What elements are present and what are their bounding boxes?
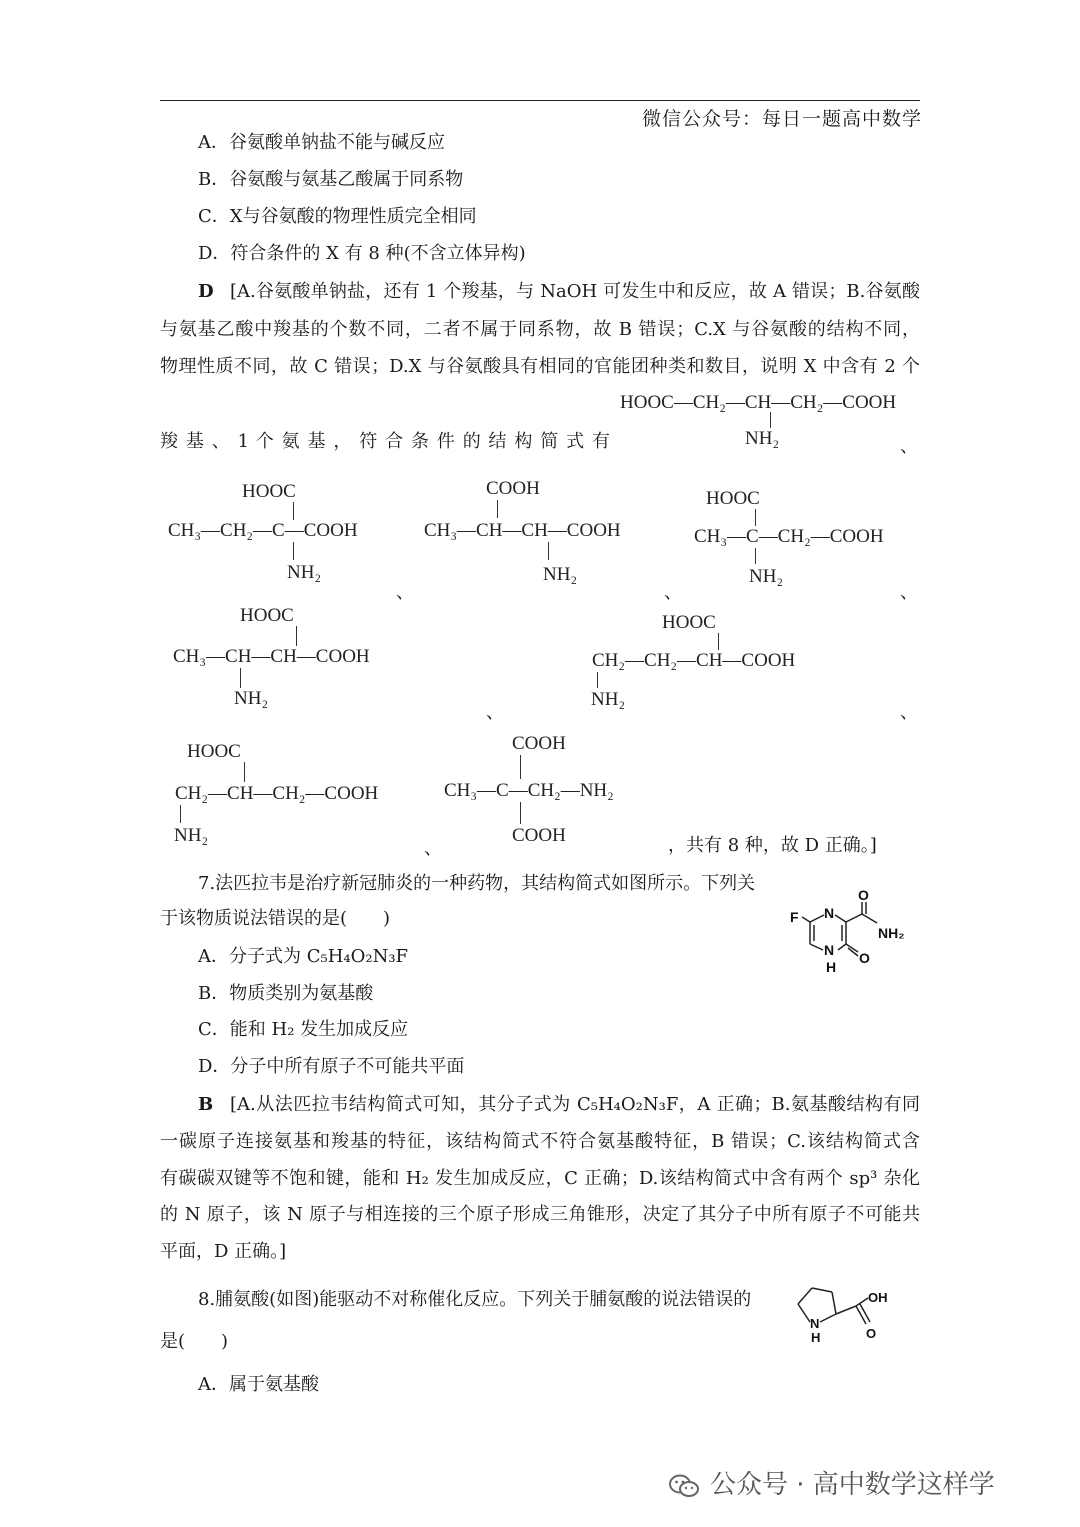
q7-answer-line-2: 一碳原子连接氨基和羧基的特征，该结构简式不符合氨基酸特征，B 错误；C.该结构简式含 (160, 1131, 920, 1152)
struct-2-bond-up (497, 500, 498, 518)
struct-5-bond-up (718, 633, 719, 650)
struct-4-top: HOOC (240, 605, 294, 626)
atom-n1: N (824, 905, 835, 921)
ring-bond (812, 1288, 832, 1292)
ring-bond (798, 1304, 810, 1322)
struct-4-bond-up (296, 626, 297, 646)
q7-answer-line-5: 平面，D 正确。] (160, 1241, 287, 1262)
watermark-text: 公众号 · 高中数学这样学 (710, 1470, 995, 1500)
struct-6-nh2: NH₂ (174, 825, 209, 846)
atom-h: H (811, 1330, 821, 1345)
struct-2-bond-down (548, 542, 549, 560)
q7-option-b: B．物质类别为氨基酸 (198, 983, 374, 1004)
struct-6-bond-down (180, 805, 181, 823)
atom-nh2: NH₂ (878, 925, 905, 941)
q7-answer-line-3: 有碳碳双键等不饱和键，能和 H₂ 发生加成反应，C 正确；D.该结构简式中含有两个 sp³ 杂化 (160, 1168, 920, 1189)
atom-o2: O (859, 950, 870, 966)
q7-answer-line-1: [A.从法匹拉韦结构简式可知，其分子式为 C₅H₄O₂N₃F，A 正确；B.氨基酸结构有同 (230, 1094, 920, 1115)
struct-0-main: HOOC—CH₂—CH—CH₂—COOH (620, 392, 897, 413)
header-rule (160, 100, 920, 101)
struct-7-top: COOH (512, 733, 566, 754)
carbonyl-bond (856, 1306, 866, 1324)
separator: 、 (486, 702, 504, 723)
separator: 、 (424, 838, 442, 859)
carboxyl-bond (836, 1306, 856, 1314)
struct-1-bond-up (293, 502, 294, 520)
atom-n2: N (824, 942, 835, 958)
q6-answer-line-3: 物理性质不同，故 C 错误；D.X 与谷氨酸具有相同的官能团种类和数目，说明 X 中含有 2 个 (160, 356, 920, 377)
atom-oh: OH (868, 1290, 888, 1305)
q6-option-b: B．谷氨酸与氨基乙酸属于同系物 (198, 169, 464, 190)
q7-stem-line-2: 于该物质说法错误的是( ) (160, 908, 391, 929)
ring-bond (820, 1314, 836, 1322)
ring-bond (832, 1292, 836, 1314)
struct-7-main: CH₃—C—CH₂—NH₂ (444, 780, 614, 801)
struct-3-top: HOOC (706, 488, 760, 509)
struct-4-nh2: NH₂ (234, 688, 269, 709)
struct-3-nh2: NH₂ (749, 566, 784, 587)
atom-f: F (790, 909, 799, 925)
atom-h: H (826, 959, 837, 975)
struct-7-bond-up (520, 755, 521, 779)
q8-stem-line-1: 8.脯氨酸(如图)能驱动不对称催化反应。下列关于脯氨酸的说法错误的 (198, 1289, 752, 1310)
separator: 、 (900, 702, 918, 723)
struct-2-main: CH₃—CH—CH—COOH (424, 520, 621, 541)
struct-4-main: CH₃—CH—CH—COOH (173, 646, 370, 667)
ring-bond (810, 915, 824, 922)
carbonyl-double-bond (860, 1304, 870, 1322)
q7-option-a: A．分子式为 C₅H₄O₂N₃F (198, 946, 409, 967)
separator: 、 (900, 436, 918, 457)
amide-bond (846, 914, 862, 922)
ring-bond (838, 944, 846, 950)
struct-3-bond-up (755, 509, 756, 526)
atom-o: O (866, 1326, 877, 1341)
struct-6-bond-up (244, 762, 245, 782)
q6-answer-line-1: [A.谷氨酸单钠盐，还有 1 个羧基，与 NaOH 可发生中和反应，故 A 错误；B.谷氨酸 (230, 281, 920, 302)
struct-5-nh2: NH₂ (591, 689, 626, 710)
ring-bond (798, 1288, 812, 1304)
struct-3-bond-down (755, 548, 756, 564)
struct-1-main: CH₃—CH₂—C—COOH (168, 520, 358, 541)
oh-bond (856, 1298, 868, 1306)
struct-2-top: COOH (486, 478, 540, 499)
struct-0-bond (770, 412, 771, 428)
q7-answer-letter: B (198, 1094, 214, 1115)
struct-6-main: CH₂—CH—CH₂—COOH (175, 783, 379, 804)
q6-option-d: D．符合条件的 X 有 8 种(不含立体异构) (198, 243, 526, 264)
struct-7-bond-down (520, 802, 521, 824)
struct-7-bottom: COOH (512, 825, 566, 846)
separator: 、 (900, 582, 918, 603)
struct-1-bond-down (293, 542, 294, 560)
struct-2-nh2: NH₂ (543, 564, 578, 585)
header-text: 微信公众号：每日一题高中数学 (641, 108, 922, 130)
atom-o1: O (858, 887, 869, 903)
ring-bond (835, 915, 846, 922)
struct-3-main: CH₃—C—CH₂—COOH (694, 526, 884, 547)
wechat-icon (668, 1473, 700, 1499)
struct-5-bond-down (597, 672, 598, 688)
atom-n: N (810, 1316, 820, 1331)
f-bond (802, 917, 810, 922)
q7-answer-line-4: 的 N 原子，该 N 原子与相连接的三个原子形成三角锥形，决定了其分子中所有原子不可能共 (160, 1204, 920, 1225)
q7-stem-line-1: 7.法匹拉韦是治疗新冠肺炎的一种药物，其结构简式如图所示。下列关 (198, 873, 756, 894)
separator: 、 (664, 582, 682, 603)
q6-option-a: A．谷氨酸单钠盐不能与碱反应 (198, 132, 445, 153)
ring-bond (810, 944, 823, 950)
q6-answer-letter: D (198, 281, 214, 302)
q6-answer-line-4: 羧 基 、 1 个 氨 基 ， 符 合 条 件 的 结 构 简 式 有 (160, 431, 611, 452)
q6-answer-ending: ，共有 8 种，故 D 正确。] (668, 835, 877, 856)
nh2-bond (862, 914, 877, 923)
q7-option-c: C．能和 H₂ 发生加成反应 (198, 1019, 409, 1040)
q6-answer-line-2: 与氨基乙酸中羧基的个数不同，二者不属于同系物，故 B 错误；C.X 与谷氨酸的结构不同， (160, 319, 920, 340)
separator: 、 (396, 582, 414, 603)
struct-6-top: HOOC (187, 741, 241, 762)
q8-stem-line-2: 是( ) (160, 1331, 229, 1352)
q7-option-d: D．分子中所有原子不可能共平面 (198, 1056, 465, 1077)
favipiravir-structure (780, 880, 930, 990)
struct-4-bond-down (240, 668, 241, 688)
q6-option-c: C．X与谷氨酸的物理性质完全相同 (198, 206, 477, 227)
struct-1-top: HOOC (242, 481, 296, 502)
struct-1-nh2: NH₂ (287, 562, 322, 583)
struct-5-top: HOOC (662, 612, 716, 633)
proline-structure (790, 1280, 900, 1350)
struct-5-main: CH₂—CH₂—CH—COOH (592, 650, 796, 671)
struct-0-nh2: NH₂ (745, 428, 780, 449)
watermark (668, 1464, 995, 1501)
q8-option-a: A．属于氨基酸 (198, 1374, 319, 1395)
